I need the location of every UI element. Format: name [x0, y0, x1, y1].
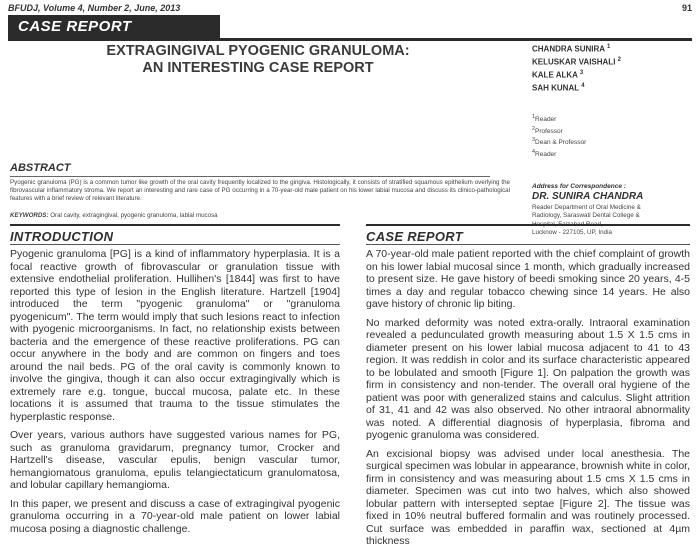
journal-citation: BFUDJ, Volume 4, Number 2, June, 2013: [8, 3, 181, 13]
affiliation-list: [532, 113, 697, 160]
title-line-2: AN INTERESTING CASE REPORT: [142, 60, 374, 76]
author: SAH KUNAL $^4$: [532, 83, 585, 94]
running-head: [8, 3, 692, 15]
author: CHANDRA SUNIRA $^1$: [532, 44, 611, 54]
banner-divider: [8, 38, 692, 41]
affiliation: $^3$Dean & Professor: [532, 137, 587, 147]
article-type-banner: CASE REPORT: [8, 15, 220, 39]
article-title: [28, 43, 488, 77]
affiliation: $^4$Reader: [532, 148, 557, 159]
abstract-divider: [10, 176, 490, 177]
paragraph: An excisional biopsy was advised under local anesthesia. The surgical specimen was lobular in appearance, brownish white in color, firm in consistency and was measuring about 1.5 cms X 1.5 cms in diameter. Specimen was cut into two halves, which also showed lobular pattern with intersepted septae [Figure 2]. The tissue was fixed in 10% neutral buffered formalin and was routinely processed. Cut surface was embedded in paraffin wax, sectioned at 4µm thickness: [366, 447, 690, 547]
introduction-column: [10, 248, 340, 541]
paragraph: No marked deformity was noted extra-orally. Intraoral examination revealed a pedunculated growth measuring about 1.5 X 1.5 cms in diameter present on his lower labial mucosa adjacent to 41 to 43 region. It was reddish in color and its surface characteristic appeared to be lobulated and smooth [Figure 1]. On palpation the growth was firm in consistency and non-tender. The overall oral hygiene of the patient was poor with generalized stains and calculus. Slight attrition of 31, 41 and 42 was also observed. No other intraoral abnormality was noted. A differential diagnosis of hyperplasia, fibroma and pyogenic granuloma was considered.: [366, 316, 690, 441]
introduction-heading: INTRODUCTION: [10, 229, 114, 244]
affiliation: $^2$Professor: [532, 125, 563, 135]
paragraph: Pyogenic granuloma [PG] is a kind of inflammatory hyperplasia. It is a focal reactive growth of fibrovascular or granulation tissue with extensive endothelial proliferation. Hullihen's [1844] was first to have reported this type of lesion in the English literature. Hartzell [1904] introduced the term "pyogenic granuloma" or "granuloma pyogenicum". The term would imply that such lesions react to infection with pyogenic microorganisms. In fact, no relationship exists between bacteria and the emergence of these reactive proliferations. PG can occur anywhere in the body and are common on fingers and toes around the nail beds. PG of the oral cavity is commonly known to involve the gingiva, though it can also occur extragingivally which is extremely rare e.g. tongue, buccal mucosa, palate etc. In these locations it is assumed that trauma to the tissue stimulates the hyperplastic response.: [10, 248, 340, 423]
introduction-top-rule: [10, 224, 340, 226]
page-number: 91: [681, 3, 692, 13]
author: KELUSKAR VAISHALI $^2$: [532, 57, 621, 67]
keywords-text: Oral cavity, extragingival, pyogenic granuloma, labial mucosa: [50, 212, 218, 219]
correspondence-address: Reader Department of Oral Medicine & Radiology, Saraswati Dental College & Lucknow - 227105, UP, India: [532, 204, 641, 237]
paragraph: A 70-year-old male patient reported with the chief complaint of growth on his lower labial mucosal since 1 month, which gradually increased to present size. He gave history of beedi smoking since 20 years, 4-5 times a day and regular tobacco chewing since 14 years. He also gave history of chronic lip biting.: [366, 248, 690, 310]
paragraph: Over years, various authors have suggested various names for PG, such as granuloma gravidarum, pregnancy tumor, Crocker and Hartzell's disease, vascular epulis, benign vascular tumor, hemangiomatous granuloma, epulis telangiectaticum granulomatosa, and lobular capillary hemangioma.: [10, 429, 340, 491]
case-report-column: [366, 248, 690, 554]
author-list: [532, 42, 697, 95]
author: KALE ALKA $^3$: [532, 70, 584, 80]
affiliation: $^1$Reader: [532, 114, 557, 124]
correspondence-name: DR. SUNIRA CHANDRA: [532, 191, 644, 202]
keywords-label: KEYWORDS:: [10, 212, 49, 219]
case-report-top-rule: [366, 224, 690, 226]
case-report-heading: CASE REPORT: [366, 229, 463, 244]
paragraph: In this paper, we present and discuss a case of extragingival pyogenic granuloma occurring in a 70-year-old male patient on lower labial mucosa posing a diagnostic challenge.: [10, 497, 340, 535]
correspondence-block: [532, 182, 697, 238]
abstract-heading: ABSTRACT: [10, 162, 71, 174]
title-line-1: EXTRAGINGIVAL PYOGENIC GRANULOMA:: [106, 43, 410, 59]
introduction-underline: [10, 244, 340, 245]
correspondence-label: Address for Correspondence :: [532, 183, 626, 190]
case-report-underline: [366, 244, 690, 245]
keywords: [10, 212, 510, 220]
abstract-text: Pyogenic granuloma (PG) is a common tumor like growth of the oral cavity frequently localized to the gingiva. Histologically, it consists of stratified squamous epithelium overlying the fibrovascular inflammatory stroma. We report an interesting and rare case of PG occurring in a 70-year-old male patient on his lower labial mucosa and discuss its clinico-pathological features with a brief review of relevant literature.: [10, 179, 510, 202]
